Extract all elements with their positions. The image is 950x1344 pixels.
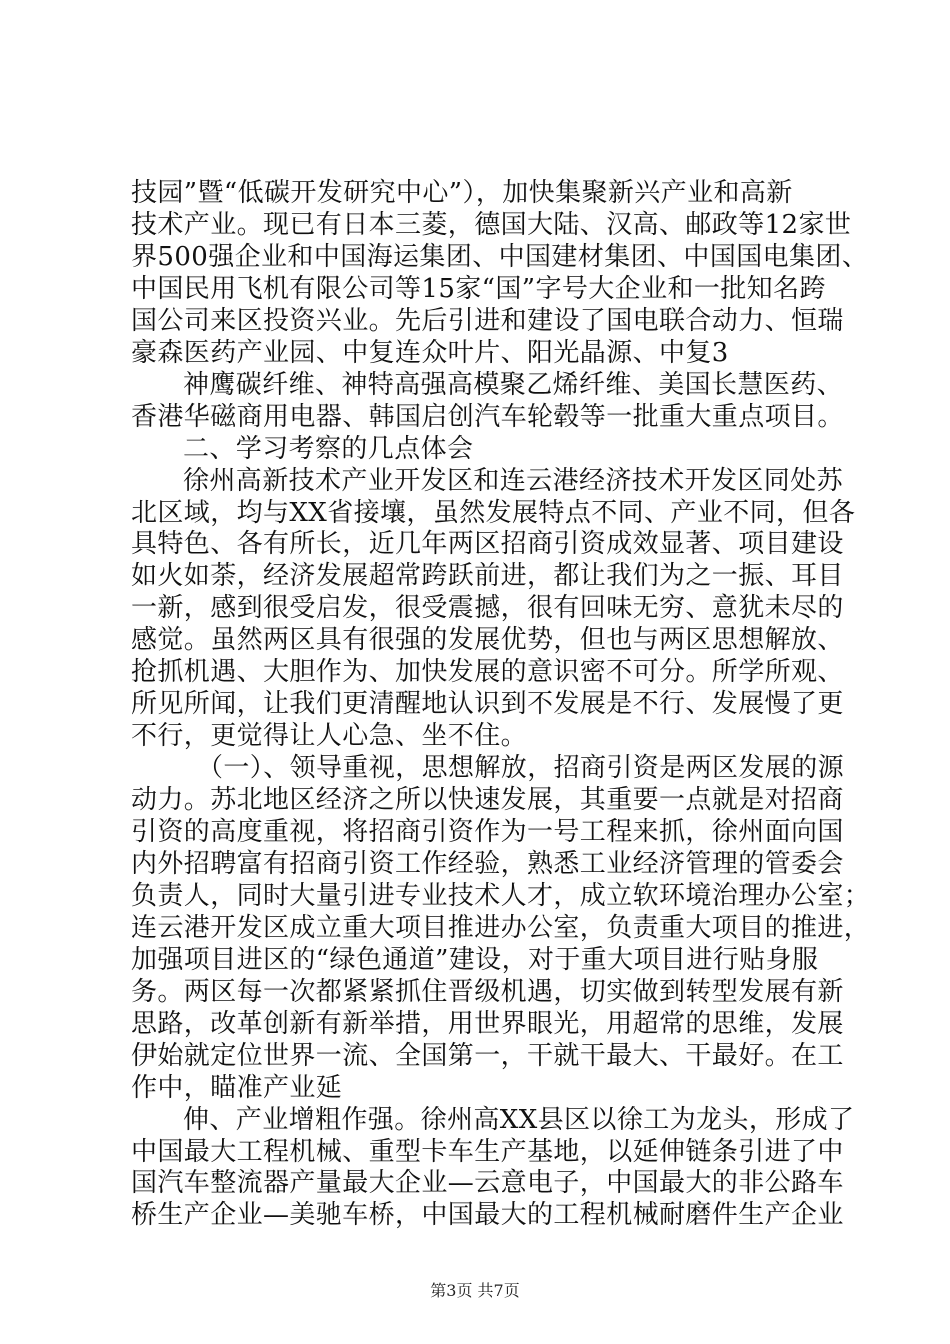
- text-line: 北区域，均与XX省接壤，虽然发展特点不同、产业不同，但各: [131, 498, 856, 528]
- text-line: 不行，更觉得让人心急、坐不住。: [131, 721, 528, 751]
- text-line: 伊始就定位世界一流、全国第一，干就干最大、干最好。在工: [131, 1041, 844, 1071]
- text-line: 伸、产业增粗作强。徐州高XX县区以徐工为龙头，形成了: [183, 1105, 855, 1135]
- text-line: 引资的高度重视，将招商引资作为一号工程来抓，徐州面向国: [131, 817, 844, 847]
- text-line: 中国民用飞机有限公司等15家“国”字号大企业和一批知名跨: [131, 274, 826, 304]
- text-line: 二、学习考察的几点体会: [183, 434, 474, 464]
- text-line: 桥生产企业—美驰车桥，中国最大的工程机械耐磨件生产企业: [131, 1200, 844, 1230]
- text-line: 一新，感到很受启发，很受震撼，很有回味无穷、意犹未尽的: [131, 593, 844, 623]
- text-line: 所见所闻，让我们更清醒地认识到不发展是不行、发展慢了更: [131, 689, 844, 719]
- text-line: 国公司来区投资兴业。先后引进和建设了国电联合动力、恒瑞: [131, 306, 844, 336]
- text-line: 感觉。虽然两区具有很强的发展优势，但也与两区思想解放、: [131, 625, 844, 655]
- text-line: 内外招聘富有招商引资工作经验，熟悉工业经济管理的管委会: [131, 849, 844, 879]
- text-line: （一）、领导重视，思想解放，招商引资是两区发展的源: [197, 753, 845, 783]
- text-line: 加强项目进区的“绿色通道”建设，对于重大项目进行贴身服: [131, 945, 819, 975]
- text-line: 中国最大工程机械、重型卡车生产基地，以延伸链条引进了中: [131, 1137, 844, 1167]
- text-line: 如火如荼，经济发展超常跨跃前进，都让我们为之一振、耳目: [131, 561, 844, 591]
- text-line: 豪森医药产业园、中复连众叶片、阳光晶源、中复3: [131, 338, 729, 368]
- text-line: 技园”暨“低碳开发研究中心”），加快集聚新兴产业和高新: [131, 178, 793, 208]
- text-line: 作中，瞄准产业延: [131, 1073, 343, 1103]
- text-line: 界500强企业和中国海运集团、中国建材集团、中国国电集团、: [131, 242, 869, 272]
- text-line: 连云港开发区成立重大项目推进办公室，负责重大项目的推进，: [131, 913, 871, 943]
- text-line: 神鹰碳纤维、神特高强高模聚乙烯纤维、美国长慧医药、: [183, 370, 844, 400]
- text-line: 负责人，同时大量引进专业技术人才，成立软环境治理办公室；: [131, 881, 871, 911]
- text-line: 思路，改革创新有新举措，用世界眼光，用超常的思维，发展: [131, 1009, 844, 1039]
- text-line: 技术产业。现已有日本三菱，德国大陆、汉高、邮政等12家世: [131, 210, 852, 240]
- text-line: 具特色、各有所长，近几年两区招商引资成效显著、项目建设: [131, 529, 844, 559]
- page-footer: 第3页 共7页: [430, 1281, 520, 1300]
- text-line: 务。两区每一次都紧紧抓住晋级机遇，切实做到转型发展有新: [131, 977, 844, 1007]
- text-line: 抢抓机遇、大胆作为、加快发展的意识密不可分。所学所观、: [131, 657, 844, 687]
- text-line: 香港华磁商用电器、韩国启创汽车轮毂等一批重大重点项目。: [131, 402, 844, 432]
- text-line: 国汽车整流器产量最大企业—云意电子，中国最大的非公路车: [131, 1168, 844, 1198]
- text-line: 徐州高新技术产业开发区和连云港经济技术开发区同处苏: [183, 466, 844, 496]
- text-line: 动力。苏北地区经济之所以快速发展，其重要一点就是对招商: [131, 785, 844, 815]
